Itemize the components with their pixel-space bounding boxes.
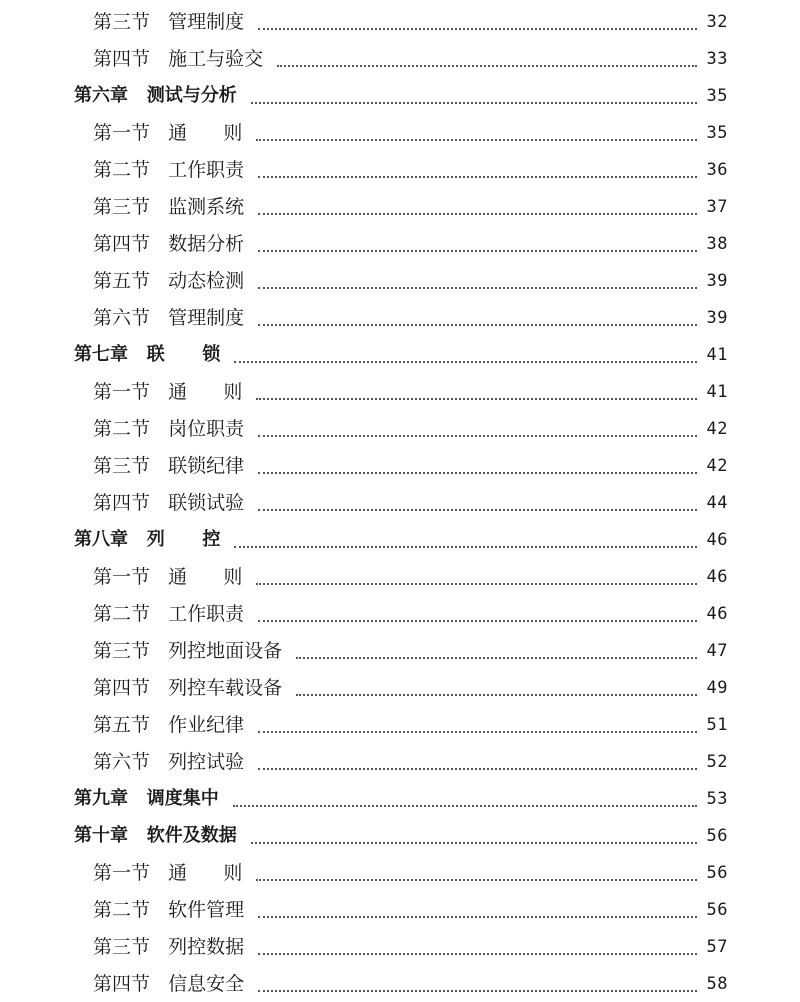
toc-section-entry[interactable] <box>0 558 800 595</box>
page-number: 35 <box>706 123 728 143</box>
toc-section-entry[interactable] <box>0 706 800 743</box>
toc-chapter-entry[interactable] <box>0 77 800 114</box>
dot-leader <box>258 287 697 289</box>
dot-leader <box>296 657 697 659</box>
page-number: 57 <box>706 937 728 957</box>
toc-chapter-entry[interactable] <box>0 817 800 854</box>
entry-title: 第六章 测试与分析 <box>74 85 237 106</box>
toc-section-entry[interactable] <box>0 225 800 262</box>
entry-title: 第五节 动态检测 <box>93 270 245 292</box>
entry-title: 第十章 软件及数据 <box>74 825 237 846</box>
entry-title: 第一节 通 则 <box>93 381 243 403</box>
page-number: 35 <box>706 86 728 106</box>
dot-leader <box>258 620 697 622</box>
toc-section-entry[interactable] <box>0 299 800 336</box>
entry-title: 第一节 通 则 <box>93 862 243 884</box>
entry-title: 第三节 联锁纪律 <box>93 455 245 477</box>
dot-leader <box>258 731 697 733</box>
entry-title: 第三节 管理制度 <box>93 11 245 33</box>
toc-chapter-entry[interactable] <box>0 336 800 373</box>
dot-leader <box>234 546 697 548</box>
dot-leader <box>258 509 697 511</box>
page-number: 49 <box>706 678 728 698</box>
toc-section-entry[interactable] <box>0 965 800 1002</box>
entry-title: 第五节 作业纪律 <box>93 714 245 736</box>
toc-section-entry[interactable] <box>0 40 800 77</box>
entry-title: 第二节 岗位职责 <box>93 418 245 440</box>
toc-section-entry[interactable] <box>0 447 800 484</box>
entry-title: 第四节 信息安全 <box>93 973 245 995</box>
dot-leader <box>251 842 697 844</box>
entry-title: 第四节 列控车载设备 <box>93 677 283 699</box>
entry-title: 第四节 联锁试验 <box>93 492 245 514</box>
toc-section-entry[interactable] <box>0 114 800 151</box>
entry-title: 第三节 列控数据 <box>93 936 245 958</box>
page-number: 46 <box>706 530 728 550</box>
entry-title: 第四节 数据分析 <box>93 233 245 255</box>
dot-leader <box>256 139 697 141</box>
dot-leader <box>258 176 697 178</box>
page-number: 36 <box>706 160 728 180</box>
entry-title: 第二节 工作职责 <box>93 603 245 625</box>
dot-leader <box>258 250 697 252</box>
entry-title: 第一节 通 则 <box>93 566 243 588</box>
page-number: 58 <box>706 974 728 994</box>
toc-section-entry[interactable] <box>0 632 800 669</box>
toc-section-entry[interactable] <box>0 743 800 780</box>
toc-section-entry[interactable] <box>0 595 800 632</box>
toc-section-entry[interactable] <box>0 373 800 410</box>
page-number: 38 <box>706 234 728 254</box>
page-number: 32 <box>706 12 728 32</box>
dot-leader <box>233 805 697 807</box>
toc-section-entry[interactable] <box>0 484 800 521</box>
page-number: 33 <box>706 49 728 69</box>
entry-title: 第二节 工作职责 <box>93 159 245 181</box>
dot-leader <box>256 583 697 585</box>
entry-title: 第八章 列 控 <box>74 529 221 550</box>
entry-title: 第九章 调度集中 <box>74 788 219 809</box>
toc-section-entry[interactable] <box>0 854 800 891</box>
page-number: 56 <box>706 863 728 883</box>
toc-section-entry[interactable] <box>0 928 800 965</box>
page-number: 39 <box>706 308 728 328</box>
dot-leader <box>277 65 697 67</box>
dot-leader <box>258 213 697 215</box>
dot-leader <box>258 472 697 474</box>
dot-leader <box>258 953 697 955</box>
toc-section-entry[interactable] <box>0 151 800 188</box>
page-number: 41 <box>706 382 728 402</box>
entry-title: 第二节 软件管理 <box>93 899 245 921</box>
page-number: 47 <box>706 641 728 661</box>
toc-section-entry[interactable] <box>0 3 800 40</box>
entry-title: 第一节 通 则 <box>93 122 243 144</box>
entry-title: 第三节 列控地面设备 <box>93 640 283 662</box>
dot-leader <box>256 879 697 881</box>
page-number: 42 <box>706 456 728 476</box>
toc-section-entry[interactable] <box>0 669 800 706</box>
toc-section-entry[interactable] <box>0 188 800 225</box>
dot-leader <box>258 435 697 437</box>
dot-leader <box>251 102 697 104</box>
entry-title: 第七章 联 锁 <box>74 344 221 365</box>
page-number: 41 <box>706 345 728 365</box>
dot-leader <box>234 361 697 363</box>
dot-leader <box>256 398 697 400</box>
page-number: 39 <box>706 271 728 291</box>
page-number: 42 <box>706 419 728 439</box>
toc-chapter-entry[interactable] <box>0 780 800 817</box>
page-number: 53 <box>706 789 728 809</box>
entry-title: 第六节 列控试验 <box>93 751 245 773</box>
entry-title: 第三节 监测系统 <box>93 196 245 218</box>
toc-chapter-entry[interactable] <box>0 521 800 558</box>
page-number: 44 <box>706 493 728 513</box>
toc-section-entry[interactable] <box>0 410 800 447</box>
dot-leader <box>258 916 697 918</box>
dot-leader <box>296 694 697 696</box>
dot-leader <box>258 28 697 30</box>
page-number: 56 <box>706 826 728 846</box>
dot-leader <box>258 768 697 770</box>
page-number: 46 <box>706 567 728 587</box>
page-number: 37 <box>706 197 728 217</box>
toc-section-entry[interactable] <box>0 262 800 299</box>
entry-title: 第四节 施工与验交 <box>93 48 264 70</box>
toc-section-entry[interactable] <box>0 891 800 928</box>
table-of-contents <box>0 3 800 1002</box>
dot-leader <box>258 324 697 326</box>
page-number: 51 <box>706 715 728 735</box>
page-number: 46 <box>706 604 728 624</box>
page-number: 56 <box>706 900 728 920</box>
entry-title: 第六节 管理制度 <box>93 307 245 329</box>
page-number: 52 <box>706 752 728 772</box>
dot-leader <box>258 990 697 992</box>
